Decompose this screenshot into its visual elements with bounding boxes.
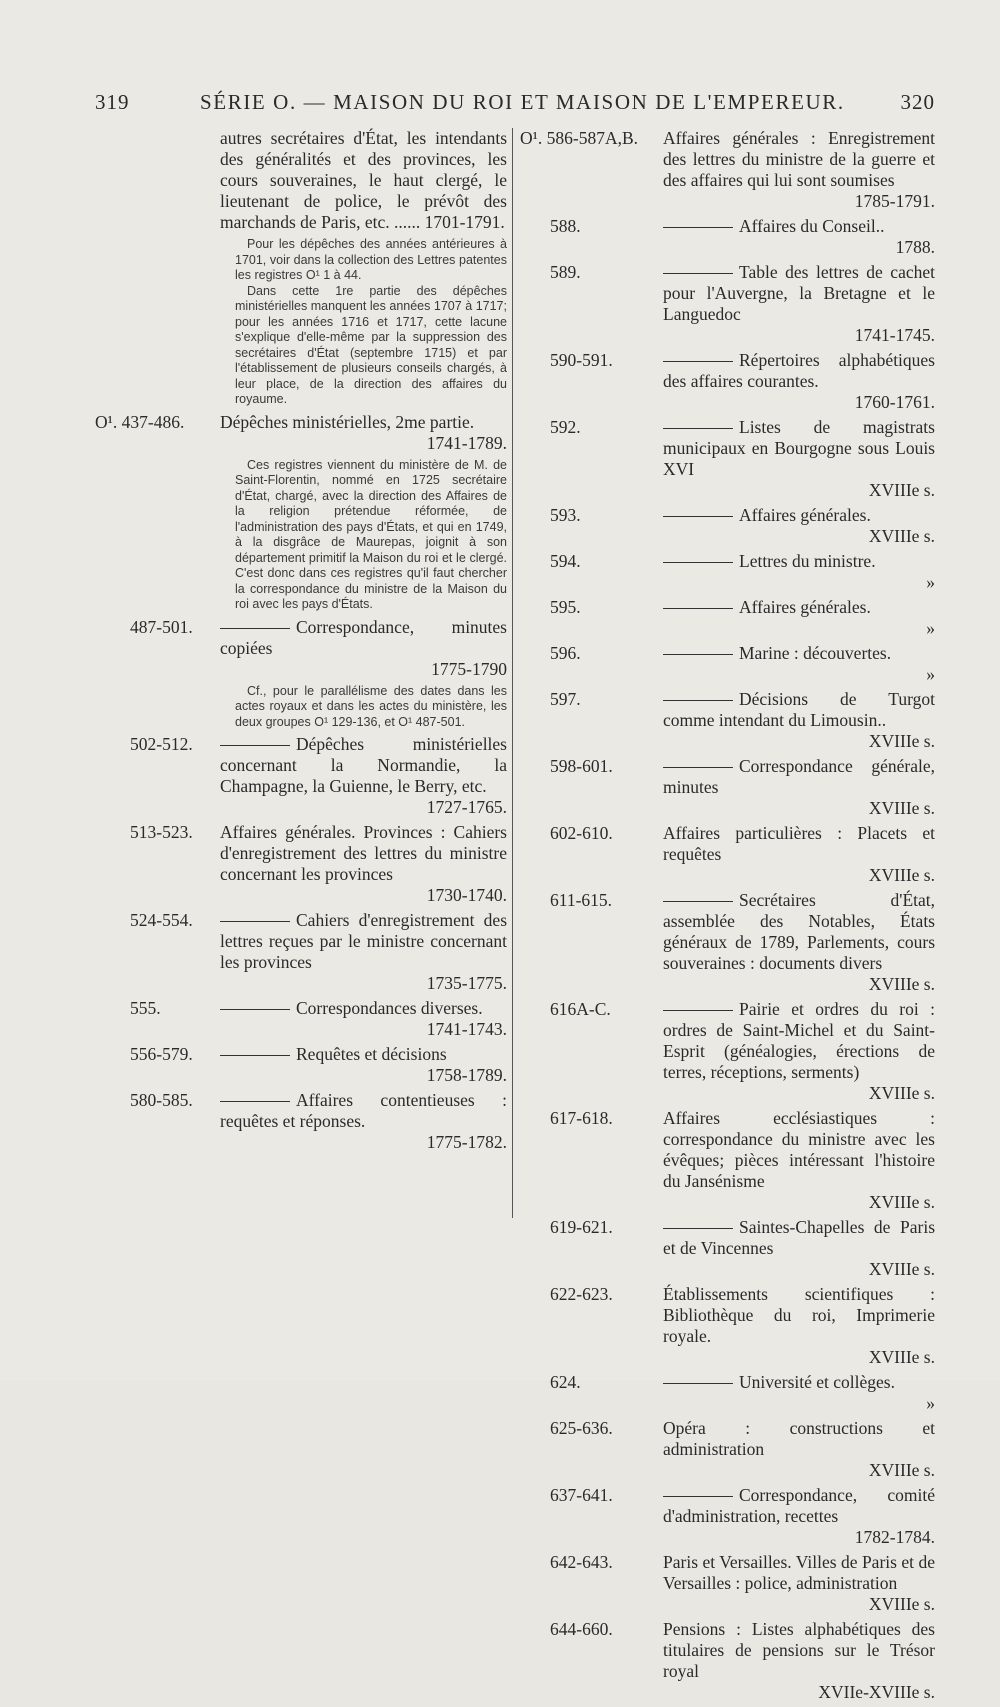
entry-text: Établissements scientifiques : Bibliothèque du roi, Imprimerie royale. <box>663 1284 935 1346</box>
list-item <box>520 128 935 212</box>
list-item <box>95 998 507 1040</box>
entry-date-line <box>663 191 935 212</box>
entry-number: 602-610. <box>550 823 613 843</box>
entry-number: 593. <box>550 505 581 525</box>
entry-date-line <box>663 237 935 258</box>
entry-body <box>663 890 935 995</box>
entry-text: Pairie et ordres du roi : ordres de Saint-Michel et du Saint-Esprit (généalogies, érections de terres, réceptions, serments) <box>663 999 935 1082</box>
entry-date: 1741-1743. <box>426 1019 507 1039</box>
entry-number: 597. <box>550 689 581 709</box>
entry-date: XVIIIe s. <box>868 480 935 500</box>
entry-body <box>663 1552 935 1615</box>
page-number-right: 320 <box>900 90 935 114</box>
entry-number: 589. <box>550 262 581 282</box>
entry-body <box>663 1284 935 1368</box>
list-item <box>520 216 935 258</box>
entry-date-line <box>663 1083 935 1104</box>
list-item <box>520 350 935 413</box>
note-paragraph: Pour les dépêches des années antérieures à 1701, voir dans la collection des Lettres patentes les registres O¹ 1 à 44. <box>235 237 507 282</box>
entry-text: Listes de magistrats municipaux en Bourgogne sous Louis XVI <box>663 417 935 479</box>
list-item <box>520 823 935 886</box>
entry-body <box>663 597 935 639</box>
entry-number: 595. <box>550 597 581 617</box>
entry-date: XVIIIe s. <box>868 1347 935 1367</box>
entry-date-line <box>663 865 935 886</box>
entry-body <box>663 1485 935 1548</box>
entry-body <box>220 822 507 906</box>
list-item <box>520 417 935 501</box>
entry-date: 1730-1740. <box>426 885 507 905</box>
entry-body <box>220 1044 507 1086</box>
list-item <box>520 643 935 685</box>
entry-date-line <box>663 974 935 995</box>
entry-number: 616A-C. <box>550 999 611 1019</box>
entry-body <box>663 128 935 212</box>
entry-date-line <box>220 1132 507 1153</box>
entry-date-line <box>220 659 507 680</box>
list-item <box>520 689 935 752</box>
entry-date-line <box>663 325 935 346</box>
entry-date: 1775-1790 <box>431 658 507 679</box>
page-title: SÉRIE O. — MAISON DU ROI ET MAISON DE L'EMPEREUR. <box>200 90 845 114</box>
list-item <box>95 1044 507 1086</box>
entry-text: Table des lettres de cachet pour l'Auvergne, la Bretagne et le Languedoc <box>663 262 935 324</box>
list-item <box>520 1619 935 1703</box>
entry-text: Marine : découvertes. <box>739 643 892 663</box>
list-item <box>520 1217 935 1280</box>
list-item <box>520 551 935 593</box>
entry-number: 617-618. <box>550 1108 613 1128</box>
list-item <box>95 734 507 818</box>
list-item <box>520 1552 935 1615</box>
entry-date-line <box>663 1393 935 1414</box>
entry-body <box>220 617 507 680</box>
entry-date-line <box>663 1192 935 1213</box>
entry-text: Affaires générales. Provinces : Cahiers d'enregistrement des lettres du ministre concernant les provinces <box>220 822 507 884</box>
entry-text: Correspondance, minutes copiées <box>220 616 507 658</box>
entry-date-line <box>663 1682 935 1703</box>
note-paragraph: Cf., pour le parallélisme des dates dans les actes royaux et dans les actes du ministère, les deux groupes O¹ 129-136, et O¹ 487-501. <box>235 683 507 729</box>
entry-text: Cahiers d'enregistrement des lettres reçues par le ministre concernant les provinces <box>220 910 507 972</box>
entry-date-line <box>663 1527 935 1548</box>
list-item <box>520 1418 935 1481</box>
running-header <box>95 90 935 120</box>
entry-date-line <box>663 392 935 413</box>
entry-body <box>663 551 935 593</box>
entry-body <box>663 823 935 886</box>
list-item <box>520 1372 935 1414</box>
entry-date-line <box>663 798 935 819</box>
entry-date-line <box>663 572 935 593</box>
entry-date-line <box>220 1019 507 1040</box>
entry-date: 1788. <box>895 237 935 257</box>
entry-date: » <box>926 1393 935 1413</box>
entry-note <box>235 237 507 408</box>
entry-text: Pensions : Listes alphabétiques des titulaires de pensions sur le Trésor royal <box>663 1619 935 1681</box>
entry-text: Affaires générales. <box>739 597 871 617</box>
entry-date: XVIIIe s. <box>868 731 935 751</box>
entry-date-line <box>220 797 507 818</box>
entry-text: Université et collèges. <box>739 1372 895 1392</box>
entry-date: XVIIIe s. <box>868 974 935 994</box>
list-item <box>520 1284 935 1368</box>
entry-text: Correspondance générale, minutes <box>663 756 935 797</box>
entry-number: 580-585. <box>130 1090 193 1110</box>
entry-text: Affaires générales : Enregistrement des lettres du ministre de la guerre et des affaires qui lui sont soumises <box>663 128 935 190</box>
entry-date: XVIIIe s. <box>868 526 935 546</box>
page-number-left: 319 <box>95 90 130 114</box>
list-item <box>95 1090 507 1153</box>
entry-number: O¹. 437-486. <box>95 411 185 432</box>
entry-date-line <box>663 1347 935 1368</box>
entry-text: Saintes-Chapelles de Paris et de Vincennes <box>663 1217 935 1258</box>
entry-body <box>663 417 935 501</box>
entry-text: Lettres du ministre. <box>739 551 876 571</box>
entry-body <box>663 689 935 752</box>
entry-number: 619-621. <box>550 1217 613 1237</box>
entry-text: Requêtes et décisions <box>296 1044 447 1064</box>
entry-body <box>220 910 507 994</box>
entry-text: autres secrétaires d'État, les intendants des généralités et des provinces, les cours souveraines, le haut clergé, le lieutenant de police, le prévôt des marchands de Paris, etc. ...... 1701-1791. <box>220 128 507 232</box>
entry-number: 622-623. <box>550 1284 613 1304</box>
column-divider <box>512 128 513 1218</box>
left-column <box>95 128 507 1157</box>
note-paragraph: Ces registres viennent du ministère de M. de Saint-Florentin, nommé en 1725 secrétaire d'État, chargé, avec la direction des Affaires de la religion prétendue réformée, de l'administration des pays d'États, et qui en 1749, à la disgrâce de Maurepas, joignit à son département primitif la Maison du roi et le clergé. C'est donc dans ces registres qu'il faut chercher la correspondance du ministre de la Maison du roi avec les pays d'États. <box>235 457 507 611</box>
entry-text: Répertoires alphabétiques des affaires courantes. <box>663 350 935 391</box>
entry-date: 1775-1782. <box>426 1132 507 1152</box>
entry-date: 1741-1789. <box>426 432 507 453</box>
entry-number: 637-641. <box>550 1485 613 1505</box>
right-column <box>520 128 935 1707</box>
entry-body <box>663 1418 935 1481</box>
entry-number: 596. <box>550 643 581 663</box>
entry-body <box>220 734 507 818</box>
entry-number: 513-523. <box>130 822 193 842</box>
entry-number: 642-643. <box>550 1552 613 1572</box>
entry-body <box>220 998 507 1040</box>
list-item <box>95 822 507 906</box>
entry-number: 590-591. <box>550 350 613 370</box>
entry-date-line <box>663 526 935 547</box>
entry-text: Affaires particulières : Placets et requêtes <box>663 823 935 864</box>
entry-number: 611-615. <box>550 890 613 910</box>
entry-date: XVIIIe s. <box>868 1192 935 1212</box>
entry-date: 1758-1789. <box>426 1065 507 1085</box>
entry-date: 1727-1765. <box>426 797 507 817</box>
entry-number: 594. <box>550 551 581 571</box>
entry-text: Opéra : constructions et administration <box>663 1418 935 1459</box>
entry-body <box>663 505 935 547</box>
entry-date-line <box>220 973 507 994</box>
list-item <box>520 597 935 639</box>
list-item <box>520 890 935 995</box>
list-item <box>520 1108 935 1213</box>
entry-number: 555. <box>130 998 161 1018</box>
entry-text: Affaires générales. <box>739 505 871 525</box>
entry-date: XVIIIe s. <box>868 1594 935 1614</box>
entry-number: 624. <box>550 1372 581 1392</box>
entry-date-line <box>663 480 935 501</box>
list-item <box>520 505 935 547</box>
list-item <box>520 756 935 819</box>
entry-number: 588. <box>550 216 581 236</box>
list-item <box>520 1485 935 1548</box>
note-paragraph: Dans cette 1re partie des dépêches ministérielles manquent les années 1707 à 1717; pour les années 1716 et 1717, cette lacune s'explique d'elle-même par la suppression des secrétaires d'État (septembre 1715) et par l'établissement de plusieurs conseils chargés, à leur place, de la direction des affaires du royaume. <box>235 283 507 406</box>
entry-date: 1785-1791. <box>854 191 935 211</box>
entry-body <box>663 643 935 685</box>
entry-note <box>235 684 507 731</box>
entry-text: Affaires ecclésiastiques : correspondance du ministre avec les évêques; pièces intéressant l'histoire du Jansénisme <box>663 1108 935 1191</box>
entry-date: 1735-1775. <box>426 973 507 993</box>
entry-body <box>663 999 935 1104</box>
entry-date: XVIIIe s. <box>868 1083 935 1103</box>
entry-date: » <box>926 664 935 684</box>
entry-date-line <box>663 731 935 752</box>
entry-number: 487-501. <box>130 616 193 637</box>
entry-number: 598-601. <box>550 756 613 776</box>
entry-date: XVIIe-XVIIIe s. <box>818 1682 935 1702</box>
entry-date: 1760-1761. <box>854 392 935 412</box>
entry-body <box>220 412 507 454</box>
entry-number: 524-554. <box>130 910 193 930</box>
entry-number: 625-636. <box>550 1418 613 1438</box>
entry-note <box>235 458 507 613</box>
list-item <box>95 412 507 613</box>
entry-date-line <box>663 664 935 685</box>
entry-number: 502-512. <box>130 734 193 754</box>
entry-date-line <box>663 618 935 639</box>
entry-body <box>663 1108 935 1213</box>
entry-date: XVIIIe s. <box>868 1259 935 1279</box>
entry-text: Correspondance, comité d'administration, recettes <box>663 1485 935 1526</box>
entry-text: Affaires contentieuses : requêtes et réponses. <box>220 1090 507 1131</box>
entry-date: XVIIIe s. <box>868 865 935 885</box>
entry-body <box>663 1217 935 1280</box>
entry-date-line <box>663 1460 935 1481</box>
entry-body <box>663 216 935 258</box>
entry-text: Paris et Versailles. Villes de Paris et de Versailles : police, administration <box>663 1552 935 1593</box>
entry-body <box>663 1619 935 1703</box>
entry-text: Décisions de Turgot comme intendant du Limousin.. <box>663 689 935 730</box>
entry-text: Affaires du Conseil.. <box>739 216 885 236</box>
list-item <box>95 617 507 731</box>
list-item <box>95 128 507 408</box>
entry-date-line <box>220 885 507 906</box>
entry-date-line <box>220 433 507 454</box>
entry-number: O¹. 586-587A,B. <box>520 128 639 148</box>
entry-date: 1782-1784. <box>854 1527 935 1547</box>
entry-date: » <box>926 572 935 592</box>
list-item <box>520 999 935 1104</box>
entry-number: 556-579. <box>130 1044 193 1064</box>
entry-number: 592. <box>550 417 581 437</box>
entry-date: 1741-1745. <box>854 325 935 345</box>
entry-body <box>663 1372 935 1414</box>
entry-body <box>220 1090 507 1153</box>
entry-text: Secrétaires d'État, assemblée des Notables, États généraux de 1789, Parlements, cours souveraines : documents divers <box>663 890 935 973</box>
entry-date-line <box>663 1594 935 1615</box>
list-item <box>520 262 935 346</box>
entry-body <box>663 262 935 346</box>
entry-body <box>663 756 935 819</box>
entry-date-line <box>663 1259 935 1280</box>
entry-body <box>663 350 935 413</box>
entry-date: XVIIIe s. <box>868 798 935 818</box>
entry-date: XVIIIe s. <box>868 1460 935 1480</box>
entry-text: Dépêches ministérielles concernant la Normandie, la Champagne, la Guienne, le Berry, etc. <box>220 734 507 796</box>
entry-date: » <box>926 618 935 638</box>
list-item <box>95 910 507 994</box>
entry-number: 644-660. <box>550 1619 613 1639</box>
entry-date-line <box>220 1065 507 1086</box>
entry-text: Correspondances diverses. <box>296 998 483 1018</box>
entry-text: Dépêches ministérielles, 2me partie. <box>220 411 475 432</box>
